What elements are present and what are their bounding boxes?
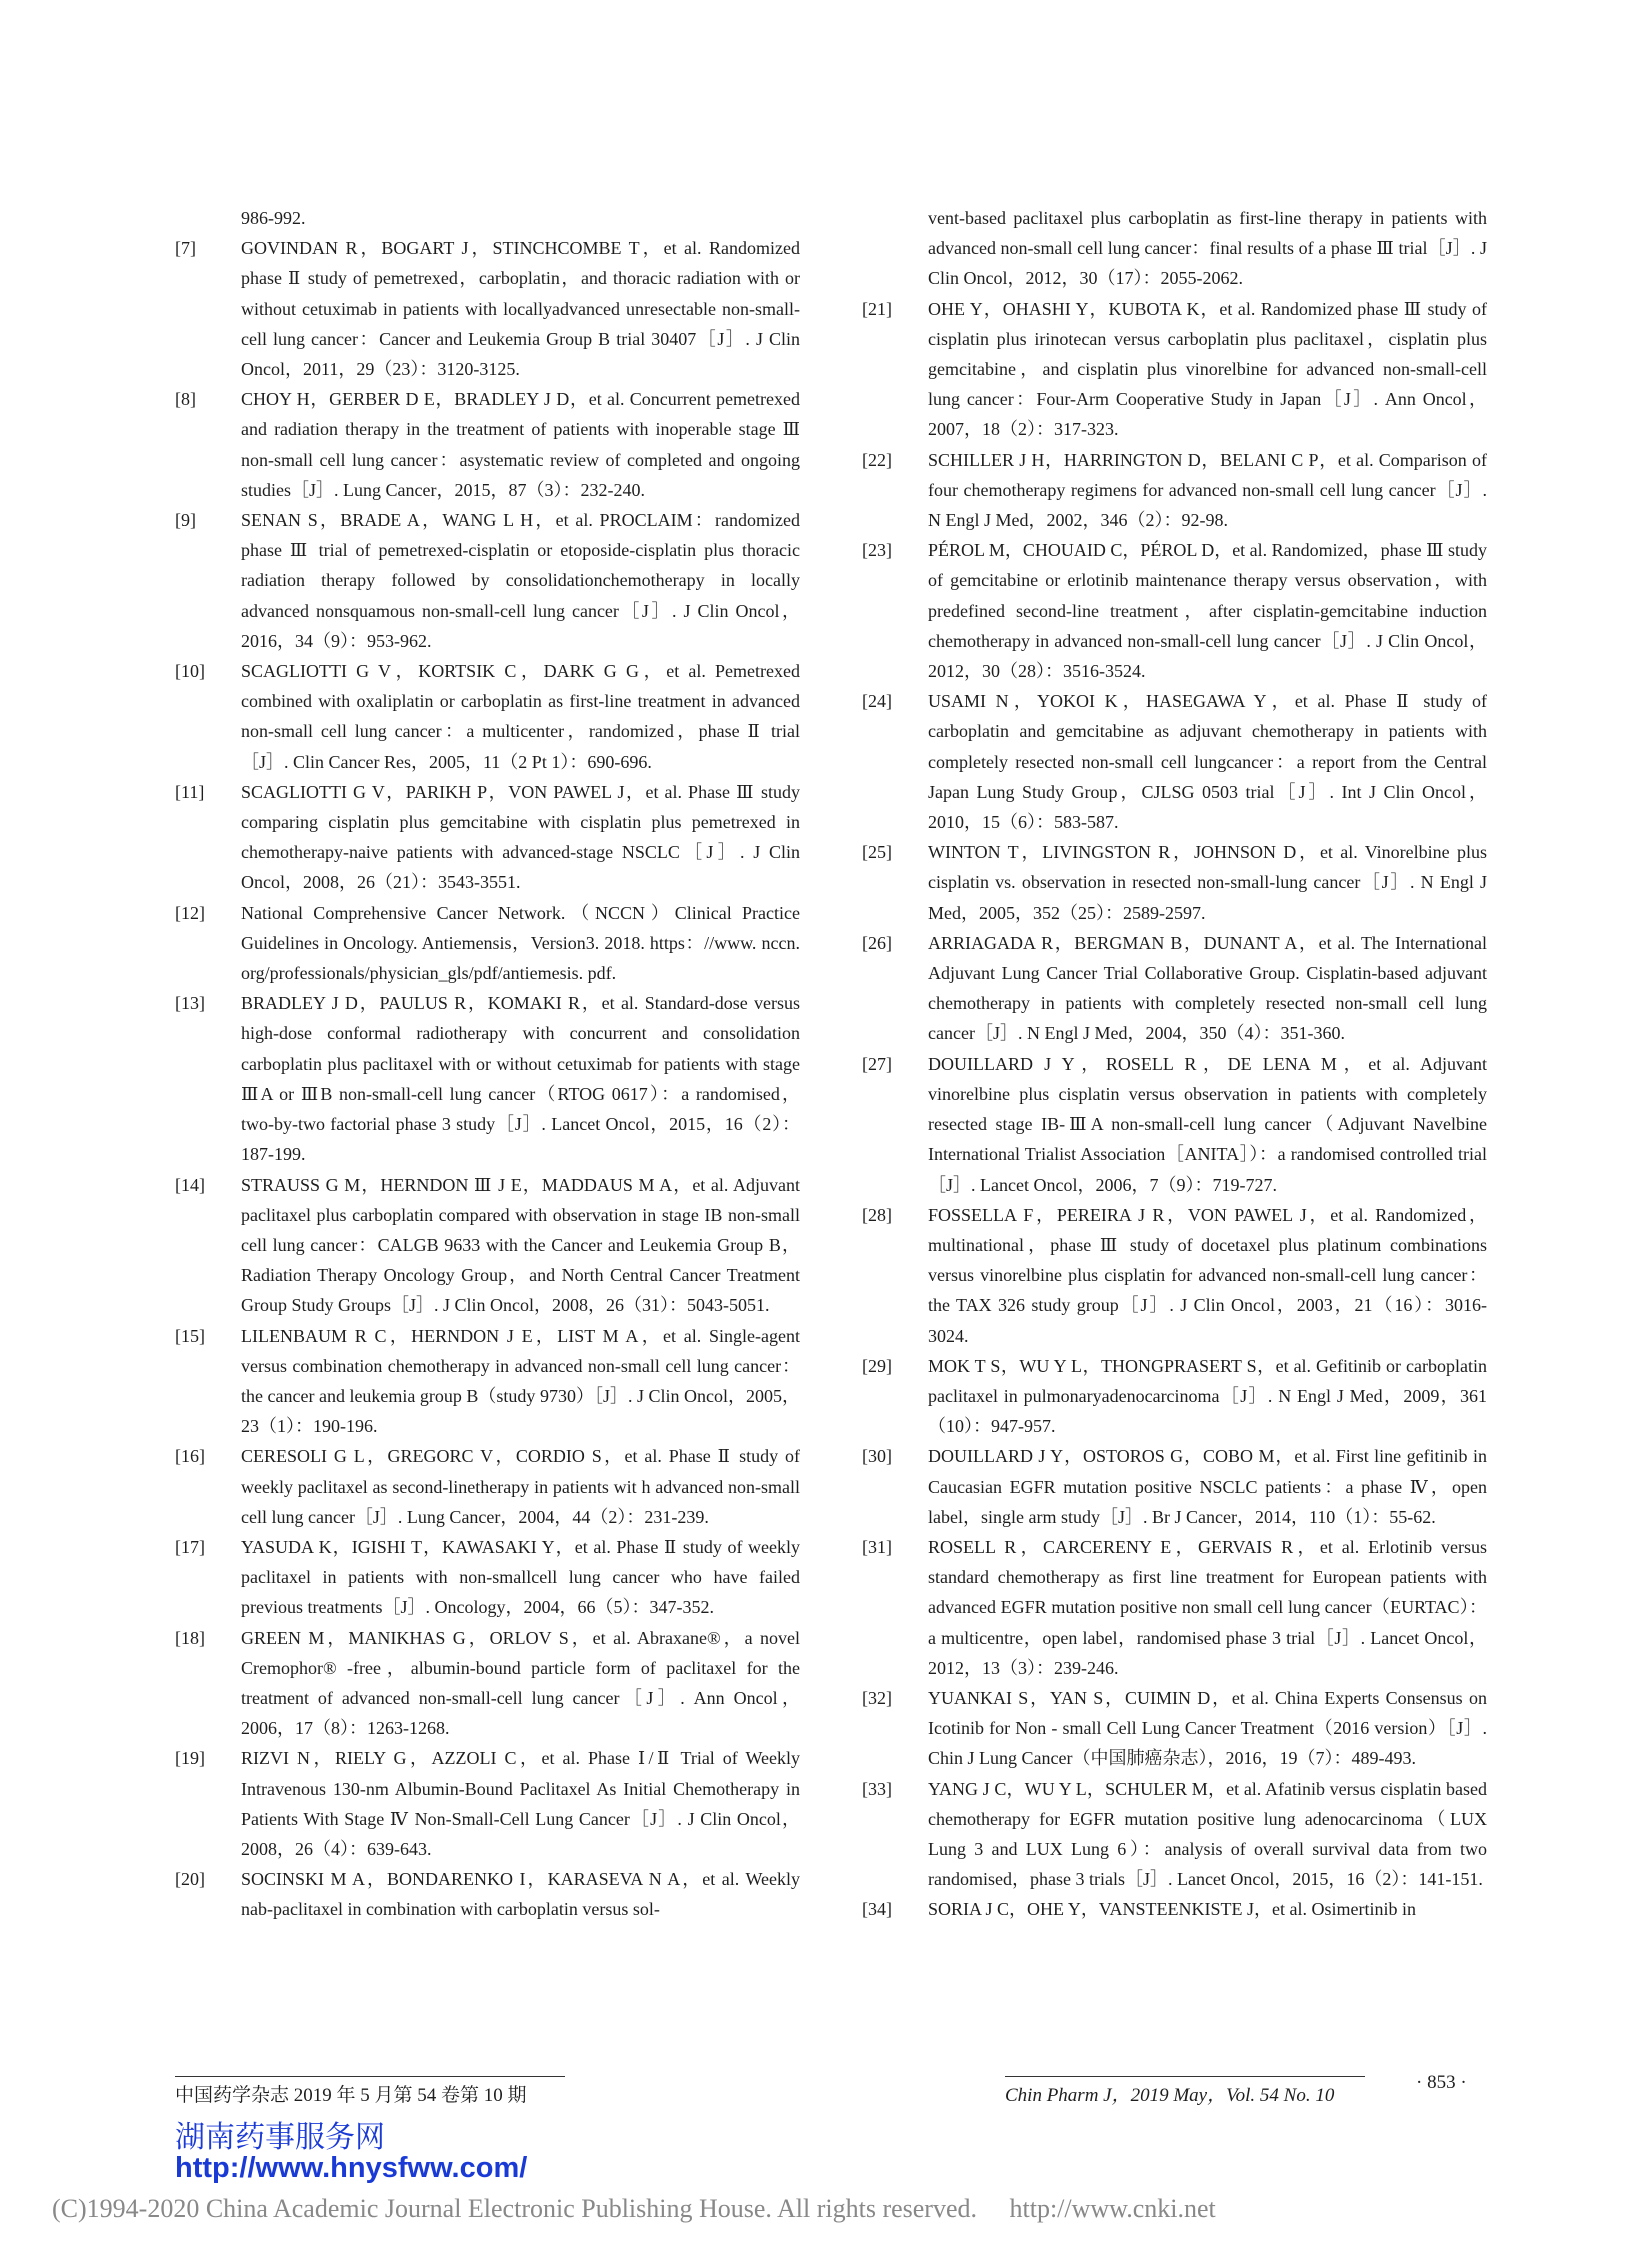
reference-number: [25] (862, 842, 892, 863)
reference-item (862, 1351, 1487, 1442)
reference-text: MOK T S，WU Y L，THONGPRASERT S，et al. Gefitinib or carboplatin paclitaxel in pulmonaryadenocarcinoma［J］. N Engl J Med，2009，361（10）：947-957. (928, 1355, 1487, 1437)
reference-item (175, 505, 800, 656)
reference-text: OHE Y，OHASHI Y，KUBOTA K，et al. Randomized phase Ⅲ study of cisplatin plus irinotecan versus carboplatin plus paclitaxel，cisplatin plus gemcitabine，and cisplatin plus vinorelbine for advanced non-small-cell lung cancer：Four-Arm Cooperative Study in Japan［J］. Ann Oncol，2007，18（2）：317-323. (928, 298, 1487, 440)
reference-item (862, 1532, 1487, 1683)
reference-number: [30] (862, 1446, 892, 1467)
footer-rule-right (1005, 2076, 1365, 2077)
reference-item (175, 233, 800, 384)
reference-number: [19] (175, 1748, 205, 1769)
reference-number: [12] (175, 902, 205, 923)
footer-rule-left (175, 2076, 565, 2077)
reference-item (175, 1864, 800, 1924)
reference-text: RIZVI N，RIELY G，AZZOLI C，et al. Phase Ⅰ/Ⅱ Trial of Weekly Intravenous 130-nm Albumin-Bound Paclitaxel As Initial Chemotherapy in Patients With Stage Ⅳ Non-Small-Cell Lung Cancer［J］. J Clin Oncol，2008，26（4）：639-643. (241, 1748, 800, 1859)
footer-journal-cn: 中国药学杂志 2019 年 5 月第 54 卷第 10 期 (175, 2085, 527, 2106)
reference-item (175, 988, 800, 1169)
reference-item (862, 445, 1487, 536)
reference-number: [7] (175, 238, 196, 259)
reference-number: [9] (175, 510, 196, 531)
reference-text: SENAN S，BRADE A，WANG L H，et al. PROCLAIM：randomized phase Ⅲ trial of pemetrexed-cisplatin or etoposide-cisplatin plus thoracic radiation therapy followed by consolidationchemotherapy in locally advanced nonsquamous non-small-cell lung cancer［J］. J Clin Oncol，2016，34（9）：953-962. (241, 510, 800, 651)
reference-number: [8] (175, 389, 196, 410)
reference-item (175, 656, 800, 777)
reference-number: [14] (175, 1174, 205, 1195)
reference-text: CHOY H，GERBER D E，BRADLEY J D，et al. Concurrent pemetrexed and radiation therapy in the treatment of patients with inoperable stage Ⅲ non-small cell lung cancer：asystematic review of completed and ongoing studies［J］. Lung Cancer，2015，87（3）：232-240. (241, 389, 800, 500)
reference-number: [26] (862, 932, 892, 953)
reference-text: YASUDA K，IGISHI T，KAWASAKI Y，et al. Phase Ⅱ study of weekly paclitaxel in patients with non-smallcell lung cancer who have failed previous treatments［J］. Oncology，2004，66（5）：347-352. (241, 1536, 800, 1618)
reference-number: [16] (175, 1446, 205, 1467)
reference-item (862, 1441, 1487, 1532)
watermark-url-link[interactable]: http://www.hnysfww.com/ (175, 2152, 528, 2184)
reference-item (862, 294, 1487, 445)
reference-item (175, 384, 800, 505)
reference-text: DOUILLARD J Y，OSTOROS G，COBO M，et al. First line gefitinib in Caucasian EGFR mutation positive NSCLC patients：a phase Ⅳ，open label，single arm study［J］. Br J Cancer，2014，110（1）：55-62. (928, 1446, 1487, 1527)
reference-text: GREEN M，MANIKHAS G，ORLOV S，et al. Abraxane®，a novel Cremophor® -free，albumin-bound particle form of paclitaxel for the treatment of advanced non-small-cell lung cancer［J］. Ann Oncol，2006，17（8）：1263-1268. (241, 1627, 800, 1739)
reference-item (862, 928, 1487, 1049)
reference-list-right (862, 294, 1487, 1925)
reference-text: SCHILLER J H，HARRINGTON D，BELANI C P，et al. Comparison of four chemotherapy regimens for advanced non-small cell lung cancer［J］. N Engl J Med，2002，346（2）：92-98. (928, 449, 1487, 531)
reference-text: SCAGLIOTTI G V，PARIKH P，VON PAWEL J，et al. Phase Ⅲ study comparing cisplatin plus gemcitabine with cisplatin plus pemetrexed in chemotherapy-naive patients with advanced-stage NSCLC［J］. J Clin Oncol，2008，26（21）：3543-3551. (241, 781, 800, 893)
reference-text: LILENBAUM R C，HERNDON J E，LIST M A，et al. Single-agent versus combination chemotherapy in advanced non-small cell lung cancer：the cancer and leukemia group B（study 9730）［J］. J Clin Oncol，2005，23（1）：190-196. (241, 1325, 800, 1437)
reference-continuation: 986-992. (241, 208, 306, 228)
reference-number: [32] (862, 1687, 892, 1708)
reference-text: YANG J C，WU Y L，SCHULER M，et al. Afatinib versus cisplatin based chemotherapy for EGFR mutation positive lung adenocarcinoma（LUX Lung 3 and LUX Lung 6）：analysis of overall survival data from two randomised，phase 3 trials［J］. Lancet Oncol，2015，16（2）：141-151. (928, 1778, 1487, 1890)
reference-text: FOSSELLA F，PEREIRA J R，VON PAWEL J，et al. Randomized，multinational，phase Ⅲ study of docetaxel plus platinum combinations versus vinorelbine plus cisplatin for advanced non-small-cell lung cancer：the TAX 326 study group［J］. J Clin Oncol，2003，21（16）：3016-3024. (928, 1204, 1487, 1346)
reference-text: USAMI N，YOKOI K，HASEGAWA Y，et al. Phase Ⅱ study of carboplatin and gemcitabine as adjuvant chemotherapy in patients with completely resected non-small cell lungcancer：a report from the Central Japan Lung Study Group，CJLSG 0503 trial［J］. Int J Clin Oncol，2010，15（6）：583-587. (928, 691, 1487, 833)
reference-number: [33] (862, 1778, 892, 1799)
right-column (862, 203, 1487, 1925)
page-number: · 853 · (1416, 2072, 1467, 2093)
reference-number: [24] (862, 691, 892, 712)
reference-continuation: vent-based paclitaxel plus carboplatin as first-line therapy in patients with advanced non-small cell lung cancer：final results of a phase Ⅲ trial［J］. J Clin Oncol，2012，30（17）：2055-2062. (928, 208, 1487, 289)
reference-item (175, 1532, 800, 1623)
reference-text: ROSELL R，CARCERENY E，GERVAIS R，et al. Erlotinib versus standard chemotherapy as first line treatment for European patients with advanced EGFR mutation positive non small cell lung cancer（EURTAC）：a multicentre，open label，randomised phase 3 trial［J］. Lancet Oncol，2012，13（3）：239-246. (928, 1536, 1487, 1678)
reference-item (862, 686, 1487, 837)
reference-number: [23] (862, 540, 892, 561)
reference-text: SORIA J C，OHE Y，VANSTEENKISTE J，et al. Osimertinib in (928, 1899, 1416, 1920)
reference-number: [31] (862, 1536, 892, 1557)
reference-item (862, 837, 1487, 928)
reference-number: [11] (175, 781, 205, 802)
reference-item (862, 1774, 1487, 1895)
reference-text: WINTON T，LIVINGSTON R，JOHNSON D，et al. Vinorelbine plus cisplatin vs. observation in resected non-small-lung cancer［J］. N Engl J Med，2005，352（25）：2589-2597. (928, 842, 1487, 923)
reference-item (175, 1441, 800, 1532)
reference-text: SOCINSKI M A，BONDARENKO I，KARASEVA N A，et al. Weekly nab-paclitaxel in combination with carboplatin versus sol- (241, 1869, 800, 1920)
watermark-site-name: 湖南药事服务网 (175, 2120, 385, 2155)
reference-number: [15] (175, 1325, 205, 1346)
reference-text: SCAGLIOTTI G V，KORTSIK C，DARK G G，et al. Pemetrexed combined with oxaliplatin or carboplatin as first-line treatment in advanced non-small cell lung cancer：a multicenter，randomized，phase Ⅱ trial［J］. Clin Cancer Res，2005，11（2 Pt 1）：690-696. (241, 661, 800, 772)
reference-number: [27] (862, 1053, 892, 1074)
reference-item (175, 1743, 800, 1864)
left-column (175, 203, 800, 1925)
reference-text: YUANKAI S，YAN S，CUIMIN D，et al. China Experts Consensus on Icotinib for Non - small Cell Lung Cancer Treatment（2016 version）［J］. Chin J Lung Cancer（中国肺癌杂志），2016，19（7）：489-493. (928, 1687, 1487, 1769)
footer-journal-en: Chin Pharm J，2019 May，Vol. 54 No. 10 (1005, 2085, 1335, 2106)
reference-number: [28] (862, 1204, 892, 1225)
reference-item (175, 1170, 800, 1321)
reference-number: [20] (175, 1869, 205, 1890)
reference-text: STRAUSS G M，HERNDON Ⅲ J E，MADDAUS M A，et al. Adjuvant paclitaxel plus carboplatin compared with observation in stage IB non-small cell lung cancer：CALGB 9633 with the Cancer and Leukemia Group B，Radiation Therapy Oncology Group，and North Central Cancer Treatment Group Study Groups［J］. J Clin Oncol，2008，26（31）：5043-5051. (241, 1174, 800, 1316)
reference-item (862, 1200, 1487, 1351)
reference-text: BRADLEY J D，PAULUS R，KOMAKI R，et al. Standard-dose versus high-dose conformal radiotherapy with concurrent and consolidation carboplatin plus paclitaxel with or without cetuximab for patients with stage ⅢA or ⅢB non-small-cell lung cancer（RTOG 0617）：a randomised，two-by-two factorial phase 3 study［J］. Lancet Oncol，2015，16（2）：187-199. (241, 993, 800, 1165)
reference-text: PÉROL M，CHOUAID C，PÉROL D，et al. Randomized，phase Ⅲ study of gemcitabine or erlotinib maintenance therapy versus observation，with predefined second-line treatment，after cisplatin-gemcitabine induction chemotherapy in advanced non-small-cell lung cancer［J］. J Clin Oncol，2012，30（28）：3516-3524. (928, 540, 1487, 682)
reference-item (175, 1321, 800, 1442)
reference-number: [34] (862, 1899, 892, 1920)
reference-number: [21] (862, 298, 892, 319)
reference-text: CERESOLI G L，GREGORC V，CORDIO S，et al. Phase Ⅱ study of weekly paclitaxel as second-linetherapy in patients wit h advanced non-small cell lung cancer［J］. Lung Cancer，2004，44（2）：231-239. (241, 1446, 800, 1527)
copyright-notice: (C)1994-2020 China Academic Journal Electronic Publishing House. All rights reserved. http://www.cnki.net (52, 2194, 1216, 2223)
reference-item (862, 1894, 1487, 1924)
reference-text: GOVINDAN R，BOGART J，STINCHCOMBE T，et al. Randomized phase Ⅱ study of pemetrexed，carboplatin，and thoracic radiation with or without cetuximab in patients with locallyadvanced unresectable non-small-cell lung cancer：Cancer and Leukemia Group B trial 30407［J］. J Clin Oncol，2011，29（23）：3120-3125. (241, 238, 800, 380)
reference-number: [10] (175, 661, 205, 682)
reference-item (175, 898, 800, 989)
reference-text: National Comprehensive Cancer Network.（NCCN）Clinical Practice Guidelines in Oncology. Antiemensis，Version3. 2018. https：//www. nccn. org/professionals/physician_gls/pdf/antiemesis. pdf. (241, 902, 800, 984)
reference-text: DOUILLARD J Y，ROSELL R，DE LENA M，et al. Adjuvant vinorelbine plus cisplatin versus observation in patients with completely resected stage IB-ⅢA non-small-cell lung cancer（Adjuvant Navelbine International Trialist Association［ANITA］）：a randomised controlled trial［J］. Lancet Oncol，2006，7（9）：719-727. (928, 1053, 1487, 1195)
reference-number: [18] (175, 1627, 205, 1648)
reference-text: ARRIAGADA R，BERGMAN B，DUNANT A，et al. The International Adjuvant Lung Cancer Trial Collaborative Group. Cisplatin-based adjuvant chemotherapy in patients with completely resected non-small cell lung cancer［J］. N Engl J Med，2004，350（4）：351-360. (928, 932, 1487, 1044)
reference-item (175, 1623, 800, 1744)
reference-list-left (175, 233, 800, 1924)
reference-item (862, 535, 1487, 686)
reference-number: [29] (862, 1355, 892, 1376)
reference-item (862, 1049, 1487, 1200)
reference-number: [22] (862, 449, 892, 470)
reference-item (862, 1683, 1487, 1774)
reference-number: [13] (175, 993, 205, 1014)
reference-number: [17] (175, 1536, 205, 1557)
reference-item (175, 777, 800, 898)
